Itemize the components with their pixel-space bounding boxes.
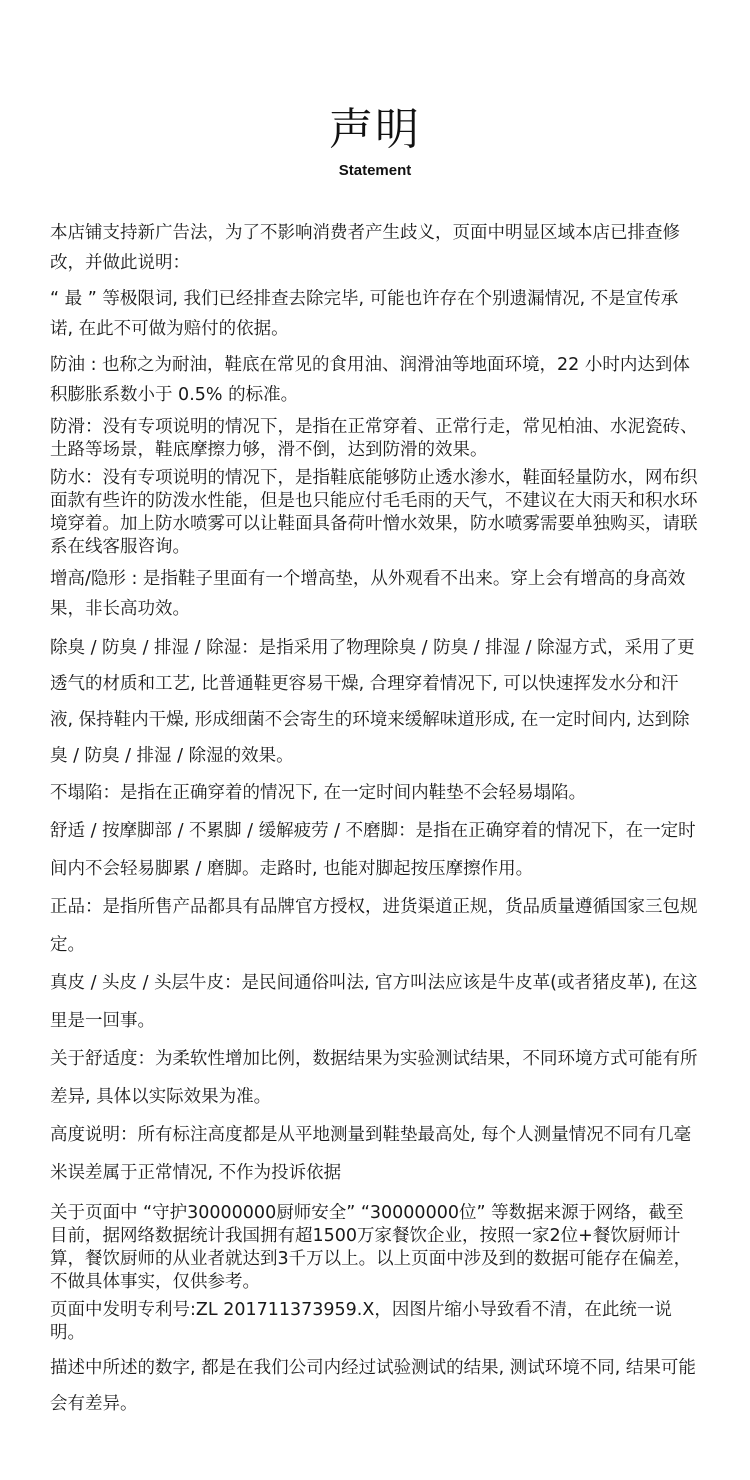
page-title: 声明 <box>329 104 421 155</box>
statement-body <box>50 218 698 1422</box>
paragraph-superlative: “ 最 ” 等极限词, 我们已经排查去除完毕, 可能也许存在个别遗漏情况, 不是宣传承诺, 在此不可做为赔付的依据。 <box>50 289 679 339</box>
paragraph-data-source: 关于页面中 “守护30000000厨师安全” “30000000位” 等数据来源于网络，截至目前，据网络数据统计我国拥有超1500万家餐饮企业，按照一家2位+餐饮厨师计算，餐饮厨师的从业者就达到3千万以上。以上页面中涉及到的数据可能存在偏差，不做具体事实，仅供参考。 <box>50 1203 692 1292</box>
paragraph-waterproof: 防水：没有专项说明的情况下，是指鞋底能够防止透水渗水，鞋面轻量防水，网布织面款有些许的防泼水性能，但是也只能应付毛毛雨的天气，不建议在大雨天和积水环境穿着。加上防水喷雾可以让鞋面具备荷叶憎水效果，防水喷雾需要单独购买，请联系在线客服咨询。 <box>50 468 698 557</box>
paragraph-comfort: 舒适 / 按摩脚部 / 不累脚 / 缓解疲劳 / 不磨脚：是指在正确穿着的情况下，在一定时间内不会轻易脚累 / 磨脚。走路时, 也能对脚起按压摩擦作用。 <box>50 821 696 879</box>
paragraph-intro: 本店铺支持新广告法，为了不影响消费者产生歧义，页面中明显区域本店已排查修改，并做此说明： <box>50 223 680 273</box>
paragraph-height-boost: 增高/隐形 : 是指鞋子里面有一个增高垫，从外观看不出来。穿上会有增高的身高效果，非长高功效。 <box>50 569 686 619</box>
page-subtitle: Statement <box>338 162 412 179</box>
paragraph-no-collapse: 不塌陷：是指在正确穿着的情况下, 在一定时间内鞋垫不会轻易塌陷。 <box>50 783 587 803</box>
paragraph-oil-resistant: 防油 : 也称之为耐油，鞋底在常见的食用油、润滑油等地面环境，22 小时内达到体积膨胀系数小于 0.5% 的标准。 <box>50 355 690 405</box>
paragraph-genuine: 正品：是指所售产品都具有品牌官方授权，进货渠道正规，货品质量遵循国家三包规定。 <box>50 897 698 955</box>
paragraph-leather: 真皮 / 头皮 / 头层牛皮：是民间通俗叫法, 官方叫法应该是牛皮革(或者猪皮革), 在这里是一回事。 <box>50 973 698 1031</box>
paragraph-height-note: 高度说明：所有标注高度都是从平地测量到鞋垫最高处, 每个人测量情况不同有几毫米误差属于正常情况, 不作为投诉依据 <box>50 1125 692 1183</box>
paragraph-test-numbers: 描述中所述的数字, 都是在我们公司内经过试验测试的结果, 测试环境不同, 结果可能会有差异。 <box>50 1358 696 1414</box>
paragraph-deodorize: 除臭 / 防臭 / 排湿 / 除湿：是指采用了物理除臭 / 防臭 / 排湿 / 除湿方式，采用了更透气的材质和工艺, 比普通鞋更容易干燥, 合理穿着情况下, 可以快速挥发水分和汗液, 保持鞋内干燥, 形成细菌不会寄生的环境来缓解味道形成, 在一定时间内, 达到除臭 / 防臭 / 排湿 / 除湿的效果。 <box>50 638 695 766</box>
paragraph-patent: 页面中发明专利号:ZL 201711373959.X，因图片缩小导致看不清，在此统一说明。 <box>50 1300 672 1343</box>
paragraph-comfort-level: 关于舒适度：为柔软性增加比例，数据结果为实验测试结果，不同环境方式可能有所差异, 具体以实际效果为准。 <box>50 1049 698 1107</box>
paragraph-anti-slip: 防滑：没有专项说明的情况下，是指在正常穿着、正常行走，常见柏油、水泥瓷砖、土路等场景，鞋底摩擦力够，滑不倒，达到防滑的效果。 <box>50 417 698 460</box>
statement-header <box>0 100 750 182</box>
